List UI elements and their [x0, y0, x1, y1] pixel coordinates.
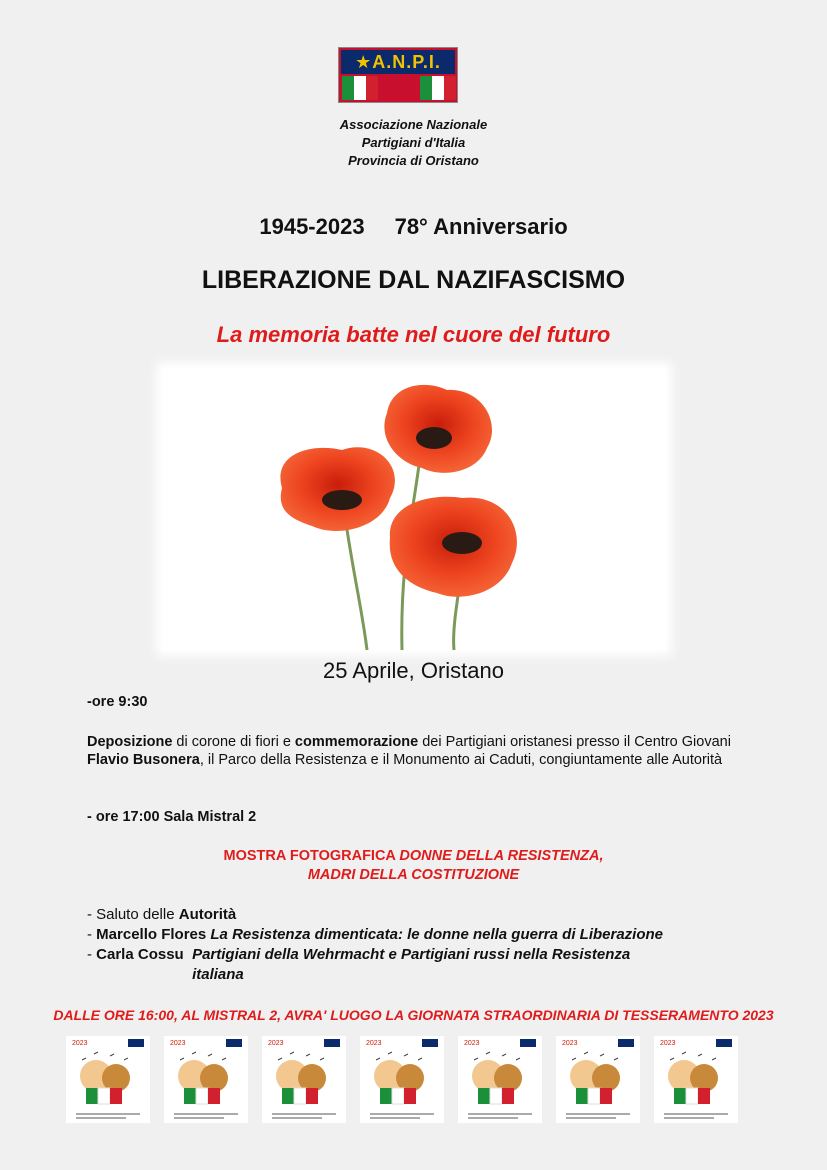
- membership-banner: DALLE ORE 16:00, AL MISTRAL 2, AVRA' LUOGO LA GIORNATA STRAORDINARIA DI TESSERAMENTO 2023: [53, 1007, 774, 1023]
- speaker-name: Carla Cossu: [96, 946, 184, 963]
- list-item: [87, 925, 737, 945]
- svg-text:2023: 2023: [366, 1040, 382, 1047]
- motto: La memoria batte nel cuore del futuro: [216, 322, 611, 347]
- text: , il Parco della Resistenza e il Monumento ai Caduti, congiuntamente alle Autorità: [199, 752, 723, 768]
- program-list: [87, 905, 737, 985]
- morning-description: [87, 733, 737, 769]
- speaker-name: Marcello Flores: [96, 926, 207, 943]
- flag-icon: [342, 76, 378, 100]
- afternoon-time: - ore 17:00 Sala Mistral 2: [87, 809, 257, 825]
- list-item: [87, 905, 737, 925]
- membership-card-image: [164, 1036, 248, 1123]
- membership-card-image: [360, 1036, 444, 1123]
- talk-title: La Resistenza dimenticata: le donne nella guerra di Liberazione: [210, 926, 664, 943]
- membership-card-image: [654, 1036, 738, 1123]
- svg-text:2023: 2023: [562, 1040, 578, 1047]
- poppy-illustration: [162, 368, 666, 650]
- membership-card-image: [66, 1036, 150, 1123]
- text: - Saluto delle: [87, 906, 179, 923]
- logo-text: ★A.N.P.I.: [341, 50, 455, 74]
- bold-text: Deposizione: [87, 734, 173, 750]
- text: -: [87, 946, 97, 963]
- text: -: [87, 926, 97, 943]
- association-line: Partigiani d'Italia: [361, 135, 466, 150]
- text: MOSTRA FOTOGRAFICA: [223, 848, 400, 864]
- bold-text: Autorità: [178, 906, 237, 923]
- text: dei Partigiani oristanesi presso il Centro Giovani: [418, 734, 731, 750]
- membership-cards: [66, 1036, 756, 1124]
- association-name: [0, 116, 827, 170]
- svg-text:2023: 2023: [464, 1040, 480, 1047]
- membership-card-image: [556, 1036, 640, 1123]
- anniversary-label: 78° Anniversario: [394, 214, 568, 239]
- exhibition-name: MADRI DELLA COSTITUZIONE: [307, 867, 520, 883]
- page-title: LIBERAZIONE DAL NAZIFASCISMO: [201, 266, 626, 294]
- exhibition-name: DONNE DELLA RESISTENZA,: [399, 848, 604, 864]
- morning-time: -ore 9:30: [87, 694, 148, 710]
- event-date: 25 Aprile, Oristano: [323, 658, 504, 683]
- svg-text:2023: 2023: [268, 1040, 284, 1047]
- anniversary-heading: [0, 214, 827, 240]
- flag-icon: [420, 76, 456, 100]
- text: di corone di fiori e: [172, 734, 295, 750]
- svg-text:2023: 2023: [72, 1040, 88, 1047]
- membership-card-image: [262, 1036, 346, 1123]
- anpi-logo: [338, 47, 458, 103]
- bold-text: Flavio Busonera: [87, 752, 200, 768]
- list-item: [87, 945, 737, 985]
- bold-text: commemorazione: [294, 734, 419, 750]
- exhibition-title: [0, 847, 827, 885]
- association-line: Provincia di Oristano: [348, 153, 479, 168]
- association-line: Associazione Nazionale: [339, 117, 488, 132]
- poppy-icon: [162, 368, 666, 650]
- membership-card-image: [458, 1036, 542, 1123]
- svg-text:2023: 2023: [660, 1040, 676, 1047]
- svg-text:2023: 2023: [170, 1040, 186, 1047]
- anniversary-years: 1945-2023: [259, 214, 365, 239]
- talk-title: Partigiani della Wehrmacht e Partigiani russi nella Resistenza italiana: [192, 946, 631, 983]
